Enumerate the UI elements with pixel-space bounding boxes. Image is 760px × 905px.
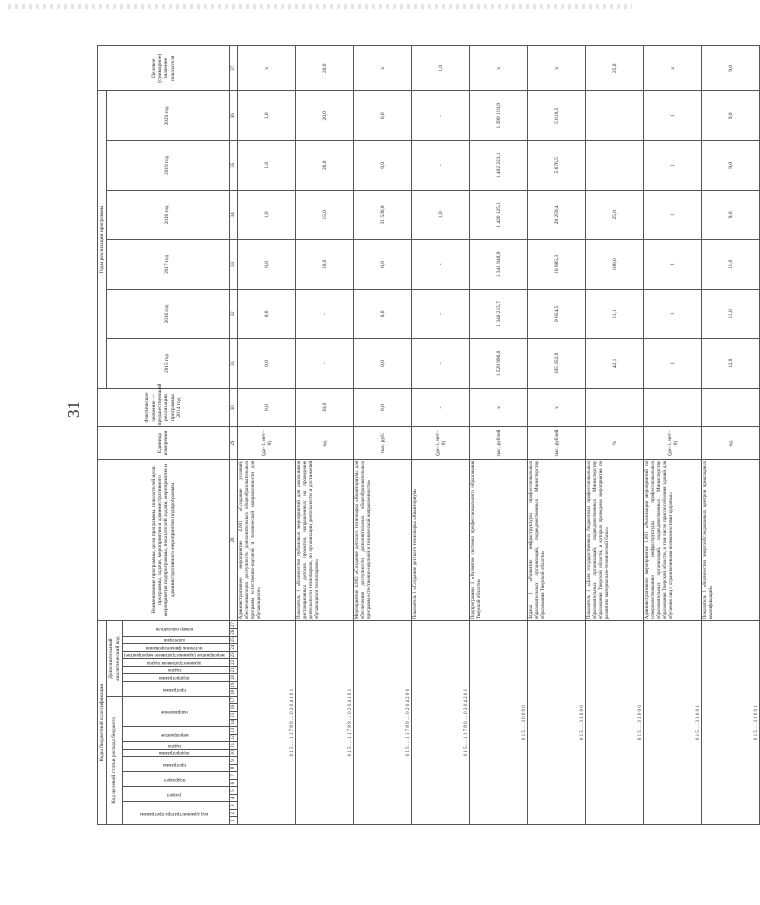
row-name-cell: Задача 1 «Развитие инфраструктуры профессиональных образовательных организаций, подведомственных Министерству образования Тверской области» [528, 459, 586, 621]
column-number: 31 [229, 339, 238, 389]
year-2018-header: 2018 год [107, 190, 229, 240]
year-2020-header: 2020 год [107, 91, 229, 141]
column-number: 22 [229, 659, 238, 667]
year-value-cell: 1 402 223,1 [470, 141, 528, 191]
row-name-cell: Подпрограмма 3 «Развитие системы профессионального образования Тверской области» [470, 459, 528, 621]
table-row [644, 46, 702, 825]
column-number: 5 [229, 787, 238, 795]
unit-cell: тыс. руб. [354, 427, 412, 459]
column-number: 32 [229, 289, 238, 339]
row-name-cell: Мероприятие 4.002 «Создание детского технопарка «Кванториум» для обеспечения доступности дополнительных общеобразовательных программ естественно-научной и технической направленности» [354, 459, 412, 621]
rotated-table-wrapper [97, 45, 759, 825]
column-number: 7 [229, 772, 238, 780]
column-number: 13 [229, 727, 238, 735]
table-row [470, 46, 528, 825]
unit-cell: тыс. рублей [528, 427, 586, 459]
target-value-cell: 25,0 [586, 46, 644, 92]
target-value-cell: х [238, 46, 296, 92]
year-value-cell: 10,0 [296, 240, 354, 290]
fact-value-cell: - [412, 388, 470, 427]
budget-code-cell: 0 1 5 … 3 1 0 0 1 [644, 621, 702, 825]
year-value-cell: 10 885,3 [528, 240, 586, 290]
year-2015-header: 2015 год [107, 339, 229, 389]
year-value-cell: 15,0 [296, 190, 354, 240]
column-number: 17 [229, 696, 238, 704]
unit-cell: (да–1, нет–0) [644, 427, 702, 459]
column-number: 27 [229, 621, 238, 629]
table-row [702, 46, 760, 825]
fact-value-cell [702, 388, 760, 427]
column-number: 25 [229, 636, 238, 644]
column-number: 21 [229, 666, 238, 674]
task-header: задача [122, 742, 229, 750]
budget-code-cell: 0 1 5 … 3 1 0 0 0 [528, 621, 586, 825]
extra-code-header: Дополнительный аналитический код [107, 621, 123, 697]
subsection-header: подраздел [122, 772, 229, 787]
year-value-cell: 0,0 [238, 240, 296, 290]
indicator-header: номер показателя [122, 621, 229, 636]
year-value-cell: - [412, 141, 470, 191]
unit-cell: ед. [296, 427, 354, 459]
subprogram-header: подпрограмма [122, 749, 229, 757]
section-header: раздел [122, 787, 229, 802]
year-value-cell: 1,0 [238, 91, 296, 141]
admin-code-header: код администратора программы [122, 802, 229, 825]
year-value-cell: 5 676,5 [528, 141, 586, 191]
year-value-cell: 28 259,4 [528, 190, 586, 240]
fin-source-header: источник финансирования [122, 644, 229, 652]
year-value-cell: 0,0 [354, 339, 412, 389]
activity-header: мероприятие [122, 727, 229, 742]
category-header: категория [122, 636, 229, 644]
fact-value-cell: 10,0 [296, 388, 354, 427]
column-number: 6 [229, 779, 238, 787]
column-number: 23 [229, 651, 238, 659]
column-number: 26 [229, 629, 238, 637]
budget-code-cell: 0 1 5 … 3 1 0 0 0 [586, 621, 644, 825]
year-value-cell: 1,0 [238, 141, 296, 191]
budget-code-cell: 0 1 5 … 1 1 7 8 9 … 0 2 0 4 1 0 1 [296, 621, 354, 825]
year-value-cell: 9,0 [702, 190, 760, 240]
page-number: 31 [64, 401, 83, 418]
column-number: 8 [229, 764, 238, 772]
year-value-cell: 9 054,5 [528, 289, 586, 339]
year-value-cell: 1 399 119,9 [470, 91, 528, 141]
program-ext-header: программа [122, 681, 229, 696]
year-value-cell [586, 141, 644, 191]
year-value-cell: 1 [644, 289, 702, 339]
table-row [296, 46, 354, 825]
year-value-cell: 1 340 215,7 [470, 289, 528, 339]
fact-value-cell: х [470, 388, 528, 427]
scan-noise [8, 4, 632, 9]
year-value-cell: 1 [644, 240, 702, 290]
fact-value-cell: 0,0 [354, 388, 412, 427]
column-number: 11 [229, 742, 238, 750]
column-number: 3 [229, 802, 238, 810]
codes-group-header: Коды бюджетной классификации [98, 621, 107, 825]
year-2019-header: 2019 год [107, 141, 229, 191]
column-number: 1 [229, 817, 238, 825]
column-number: 14 [229, 719, 238, 727]
fact-value-cell [644, 388, 702, 427]
year-value-cell: - [412, 240, 470, 290]
year-value-cell: 31 536,8 [354, 190, 412, 240]
year-value-cell: - [296, 289, 354, 339]
column-number: 16 [229, 704, 238, 712]
unit-cell: (да–1, нет–0) [412, 427, 470, 459]
row-name-cell: Показатель 1 «Создание детского технопарка «Кванториум» [412, 459, 470, 621]
task-ext-header: задача [122, 666, 229, 674]
year-2017-header: 2017 год [107, 240, 229, 290]
unit-cell: тыс. рублей [470, 427, 528, 459]
column-number: 36 [229, 91, 238, 141]
year-value-cell: - [412, 289, 470, 339]
column-number: 33 [229, 240, 238, 290]
target-value-cell: х [644, 46, 702, 92]
column-number: 30 [229, 388, 238, 427]
year-value-cell: 5 610,5 [528, 91, 586, 141]
fact-value-cell [586, 388, 644, 427]
year-value-cell: - [412, 339, 470, 389]
table-canvas [97, 45, 759, 825]
table-row [412, 46, 470, 825]
column-number: 19 [229, 681, 238, 689]
budget-code-cell: 0 1 5 … 1 1 7 8 9 … 0 2 0 4 1 0 1 [238, 621, 296, 825]
unit-cell: % [586, 427, 644, 459]
column-number: 2 [229, 809, 238, 817]
year-value-cell: 0,0 [354, 289, 412, 339]
year-value-cell: 105 352,0 [528, 339, 586, 389]
year-value-cell: 0,0 [238, 339, 296, 389]
column-number-row [229, 46, 238, 825]
row-name-cell: Административное мероприятие 1.001 «Реализация мероприятий по совершенствованию инфраструктуры профессиональных образовательных организаций, подведомственных Министерству образования Тверской области, в том числе приспособления зданий для обучения лиц с ограниченными возможностями здоровья» [644, 459, 702, 621]
fact-value-cell: х [528, 388, 586, 427]
direction-header: направление [122, 696, 229, 726]
activity-ext-header: мероприятие (административное мероприятие) [122, 651, 229, 659]
column-number: 28 [229, 459, 238, 621]
fact-column-header: Фактическое значение — предшествующий реализации программы 2014 год [98, 388, 230, 427]
column-number: 37 [229, 46, 238, 92]
column-number: 24 [229, 644, 238, 652]
year-value-cell: 1 [644, 190, 702, 240]
row-name-cell: Показатель 1 «Количество публичных мероприятий для школьников дистанционных детских проектов, направленных на проведение деятельности технопарков, по организации деятельности и достижений обучающихся технопарков» [296, 459, 354, 621]
table-row [354, 46, 412, 825]
year-value-cell: 9,0 [702, 91, 760, 141]
budget-code-cell: 0 1 5 … 1 1 7 8 9 … 0 2 0 4 2 0 0 [354, 621, 412, 825]
column-number: 15 [229, 712, 238, 720]
year-value-cell: 11,0 [702, 240, 760, 290]
year-value-cell: - [412, 91, 470, 141]
year-value-cell: 11,1 [586, 289, 644, 339]
row-name-cell: Административное мероприятие 4.001 «Создание условий, обеспечивающих доступность дополнительных общеобразовательных программ естественно-научной и технической направленности для обучающихся» [238, 459, 296, 621]
year-value-cell: 11,0 [702, 289, 760, 339]
table-body [238, 46, 760, 825]
admin-task-header: административная задача [122, 659, 229, 667]
table-row [238, 46, 296, 825]
column-number: 9 [229, 757, 238, 765]
year-value-cell: 1 420 125,1 [470, 190, 528, 240]
budget-code-cell: 0 1 5 … 1 1 7 8 9 … 0 2 0 4 2 0 1 [412, 621, 470, 825]
year-value-cell: 0,0 [238, 289, 296, 339]
column-number: 12 [229, 734, 238, 742]
year-value-cell: 1 341 948,9 [470, 240, 528, 290]
year-value-cell: 1,0 [412, 190, 470, 240]
year-value-cell: 1 529 996,0 [470, 339, 528, 389]
name-column-header: Наименование программы, цели программы, показателей цели программы, задачи, мероприятия и административного мероприятия подпрограммы, показателей задачи, мероприятия и административного мероприятия подпрограммы [98, 459, 230, 621]
year-value-cell: 42,1 [586, 339, 644, 389]
target-value-cell: х [470, 46, 528, 92]
year-value-cell: 100,0 [586, 240, 644, 290]
column-number: 20 [229, 674, 238, 682]
column-number: 10 [229, 749, 238, 757]
budget-code-cell: 0 1 5 … 3 0 0 0 0 [470, 621, 528, 825]
column-number: 29 [229, 427, 238, 459]
unit-cell: ед. [702, 427, 760, 459]
year-value-cell: 20,0 [296, 141, 354, 191]
program-header: программа [122, 757, 229, 772]
year-value-cell: 9,0 [702, 141, 760, 191]
unit-cell: (да–1, нет–0) [238, 427, 296, 459]
target-value-cell: 9,0 [702, 46, 760, 92]
year-value-cell: 1 [644, 91, 702, 141]
target-value-cell: х [528, 46, 586, 92]
table-row [586, 46, 644, 825]
row-name-cell: Показатель 1 «Количество энергообследованных центров прикладных квалификаций» [702, 459, 760, 621]
year-value-cell: 1 [644, 339, 702, 389]
year-value-cell: - [296, 339, 354, 389]
budget-code-cell: 0 1 5 … 3 1 0 0 1 [702, 621, 760, 825]
year-value-cell: 0,0 [354, 141, 412, 191]
year-value-cell: 12,0 [702, 339, 760, 389]
year-value-cell: 1,0 [238, 190, 296, 240]
row-name-cell: Показатель 1 «Доля государственных бюджетных профессиональных образовательных организаций, подведомственных Министерству образования Тверской области, в которых проведены мероприятия по развитию материально-технической базы» [586, 459, 644, 621]
table-row [528, 46, 586, 825]
target-value-cell: х [354, 46, 412, 92]
program-table [97, 45, 760, 825]
column-number: 34 [229, 190, 238, 240]
year-value-cell: 20,0 [296, 91, 354, 141]
target-value-cell: 20,0 [296, 46, 354, 92]
target-column-header: Целевое (суммарное) значение показателя [98, 46, 230, 92]
column-number: 35 [229, 141, 238, 191]
year-value-cell: 1 [644, 141, 702, 191]
fact-value-cell: 0,0 [238, 388, 296, 427]
year-2016-header: 2016 год [107, 289, 229, 339]
unit-column-header: Единица измерения [98, 427, 230, 459]
year-value-cell: 0,0 [354, 240, 412, 290]
column-number: 4 [229, 794, 238, 802]
budget-code-header: Код целевой статьи расхода бюджета [107, 696, 123, 824]
subprogram-ext-header: подпрограмма [122, 674, 229, 682]
target-value-cell: 1,0 [412, 46, 470, 92]
year-value-cell: 25,0 [586, 190, 644, 240]
years-group-header: Годы реализации программы [98, 91, 107, 388]
year-value-cell: 0,0 [354, 91, 412, 141]
year-value-cell [586, 91, 644, 141]
column-number: 18 [229, 689, 238, 697]
